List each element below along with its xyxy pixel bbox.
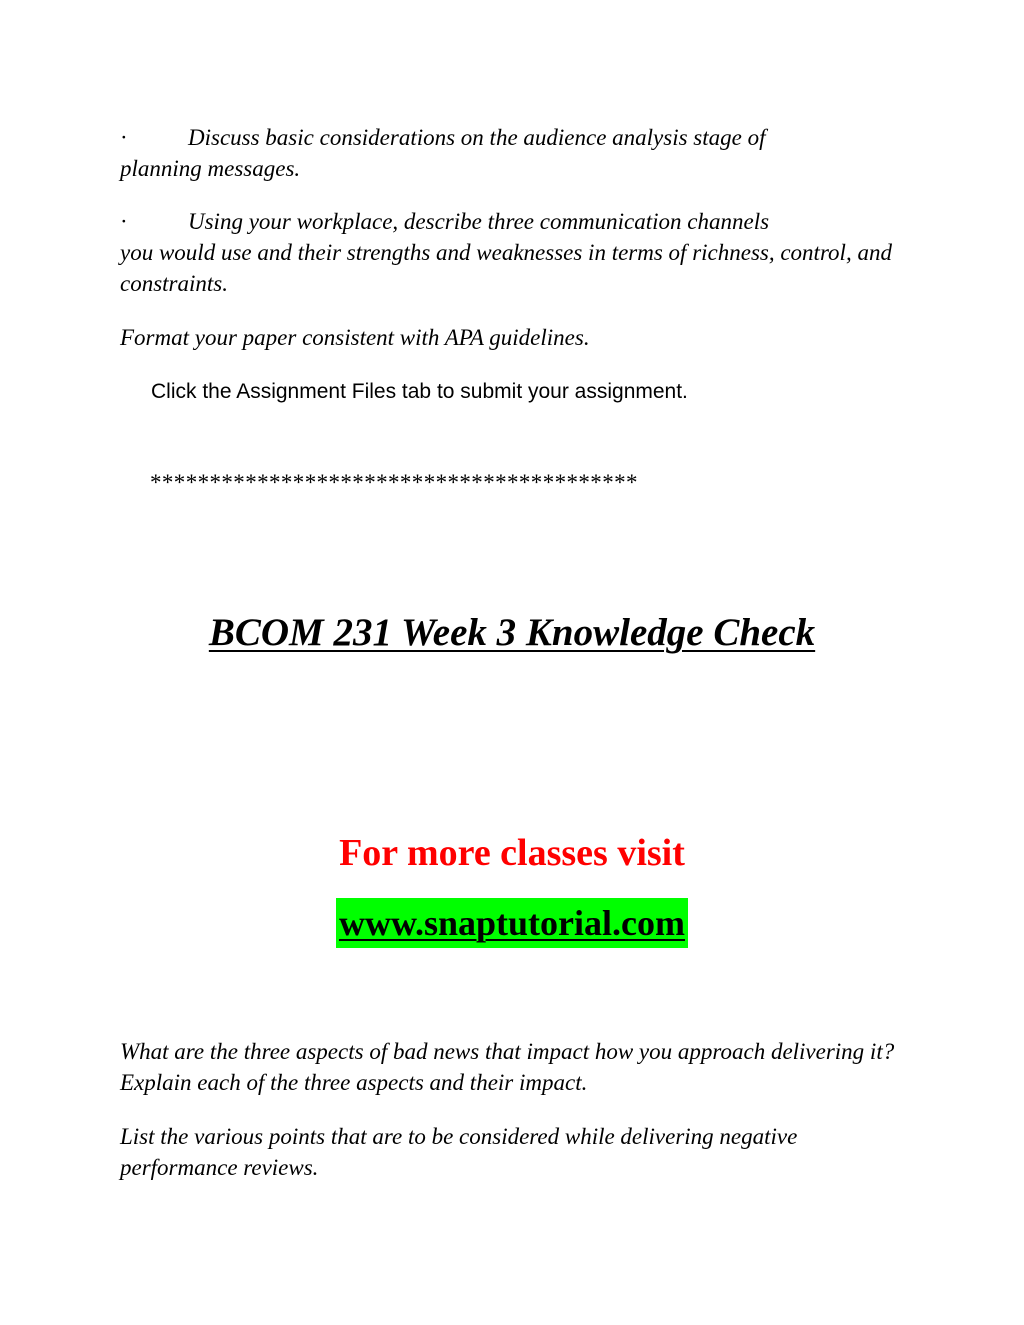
bullet-text-line1: Using your workplace, describe three communication channels [188, 209, 770, 234]
bullet-text-rest: planning messages. [120, 156, 301, 181]
bullet-item-audience-analysis [120, 122, 910, 184]
format-note: Format your paper consistent with APA guidelines. [120, 325, 590, 350]
bullet-item-communication-channels [120, 206, 910, 299]
snaptutorial-link[interactable]: www.snaptutorial.com [336, 898, 688, 948]
question-performance-reviews: List the various points that are to be considered while delivering negative performance reviews. [120, 1124, 798, 1180]
submit-note: Click the Assignment Files tab to submit your assignment. [151, 380, 688, 403]
section-heading-text: BCOM 231 Week 3 Knowledge Check [208, 611, 816, 654]
promo-link-wrap [0, 898, 1024, 948]
bullet-text-rest: you would use and their strengths and weaknesses in terms of richness, control, and constraints. [120, 240, 892, 296]
separator-stars: ***************************************** [150, 470, 638, 495]
bullet-marker: · [120, 125, 128, 150]
promo-text: For more classes visit [339, 832, 685, 874]
question-bad-news-aspects: What are the three aspects of bad news that impact how you approach delivering it? Explain each of the three aspects and their impact. [120, 1039, 895, 1095]
bullet-text-line1: Discuss basic considerations on the audience analysis stage of [188, 125, 766, 150]
section-heading [0, 608, 1024, 658]
bullet-marker: · [120, 209, 128, 234]
